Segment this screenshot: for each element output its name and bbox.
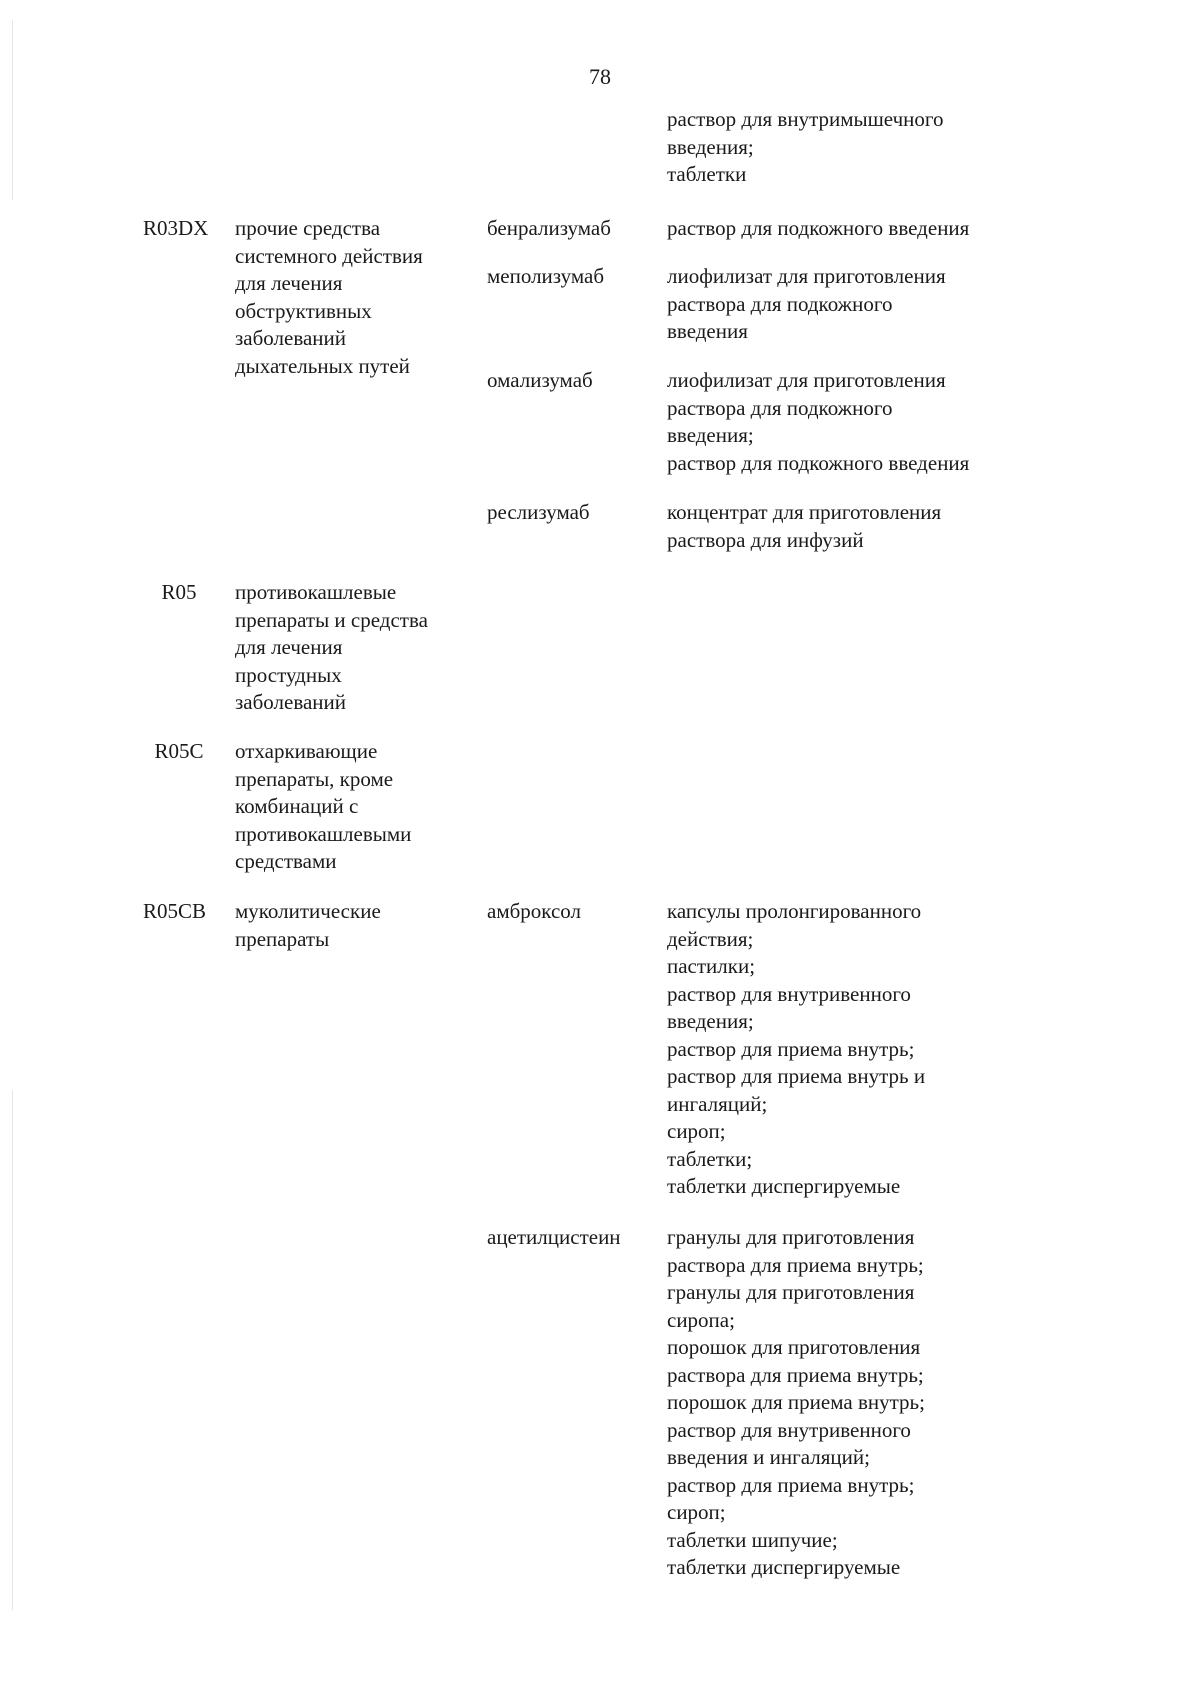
atc-group-description: муколитические препараты [235,899,381,951]
dosage-forms: концентрат для приготовления раствора для инфузий [667,500,942,552]
dosage-forms: лиофилизат для приготовления раствора для подкожного введения; раствор для подкожного введения [667,368,970,475]
scan-artifact [12,20,13,200]
atc-code: R05CB [143,899,207,923]
atc-code: R05C [154,739,204,763]
drug-name: ацетилцистеин [487,1225,621,1249]
atc-group-description: отхаркивающие препараты, кроме комбинаций с противокашлевыми средствами [235,739,412,873]
dosage-forms: раствор для подкожного введения [667,216,970,240]
dosage-forms: гранулы для приготовления раствора для приема внутрь; гранулы для приготовления сиропа; порошок для приготовления раствора для приема внутрь; порошок для приема внутрь; раствор для внутривенного введения и ингаляций; раствор для приема внутрь; сироп; таблетки шипучие; таблетки диспергируемые [667,1225,925,1579]
atc-group-description: прочие средства системного действия для лечения обструктивных заболеваний дыхательных путей [235,216,423,378]
drug-name: бенрализумаб [487,216,611,240]
atc-code: R03DX [143,216,209,240]
continued-dosage-forms: раствор для внутримышечного введения; таблетки [667,107,944,186]
drug-name: реслизумаб [487,500,590,524]
dosage-forms: капсулы пролонгированного действия; пастилки; раствор для внутривенного введения; раствор для приема внутрь; раствор для приема внутрь и ингаляций; сироп; таблетки; таблетки диспергируемые [667,899,926,1198]
scan-artifact [12,1090,13,1610]
drug-name: омализумаб [487,368,593,392]
atc-group-description: противокашлевые препараты и средства для лечения простудных заболеваний [235,580,428,714]
dosage-forms: лиофилизат для приготовления раствора для подкожного введения [667,264,946,343]
drug-name: меполизумаб [487,264,605,288]
atc-code: R05 [161,580,197,604]
page-number: 78 [589,64,611,89]
drug-name: амброксол [487,899,581,923]
